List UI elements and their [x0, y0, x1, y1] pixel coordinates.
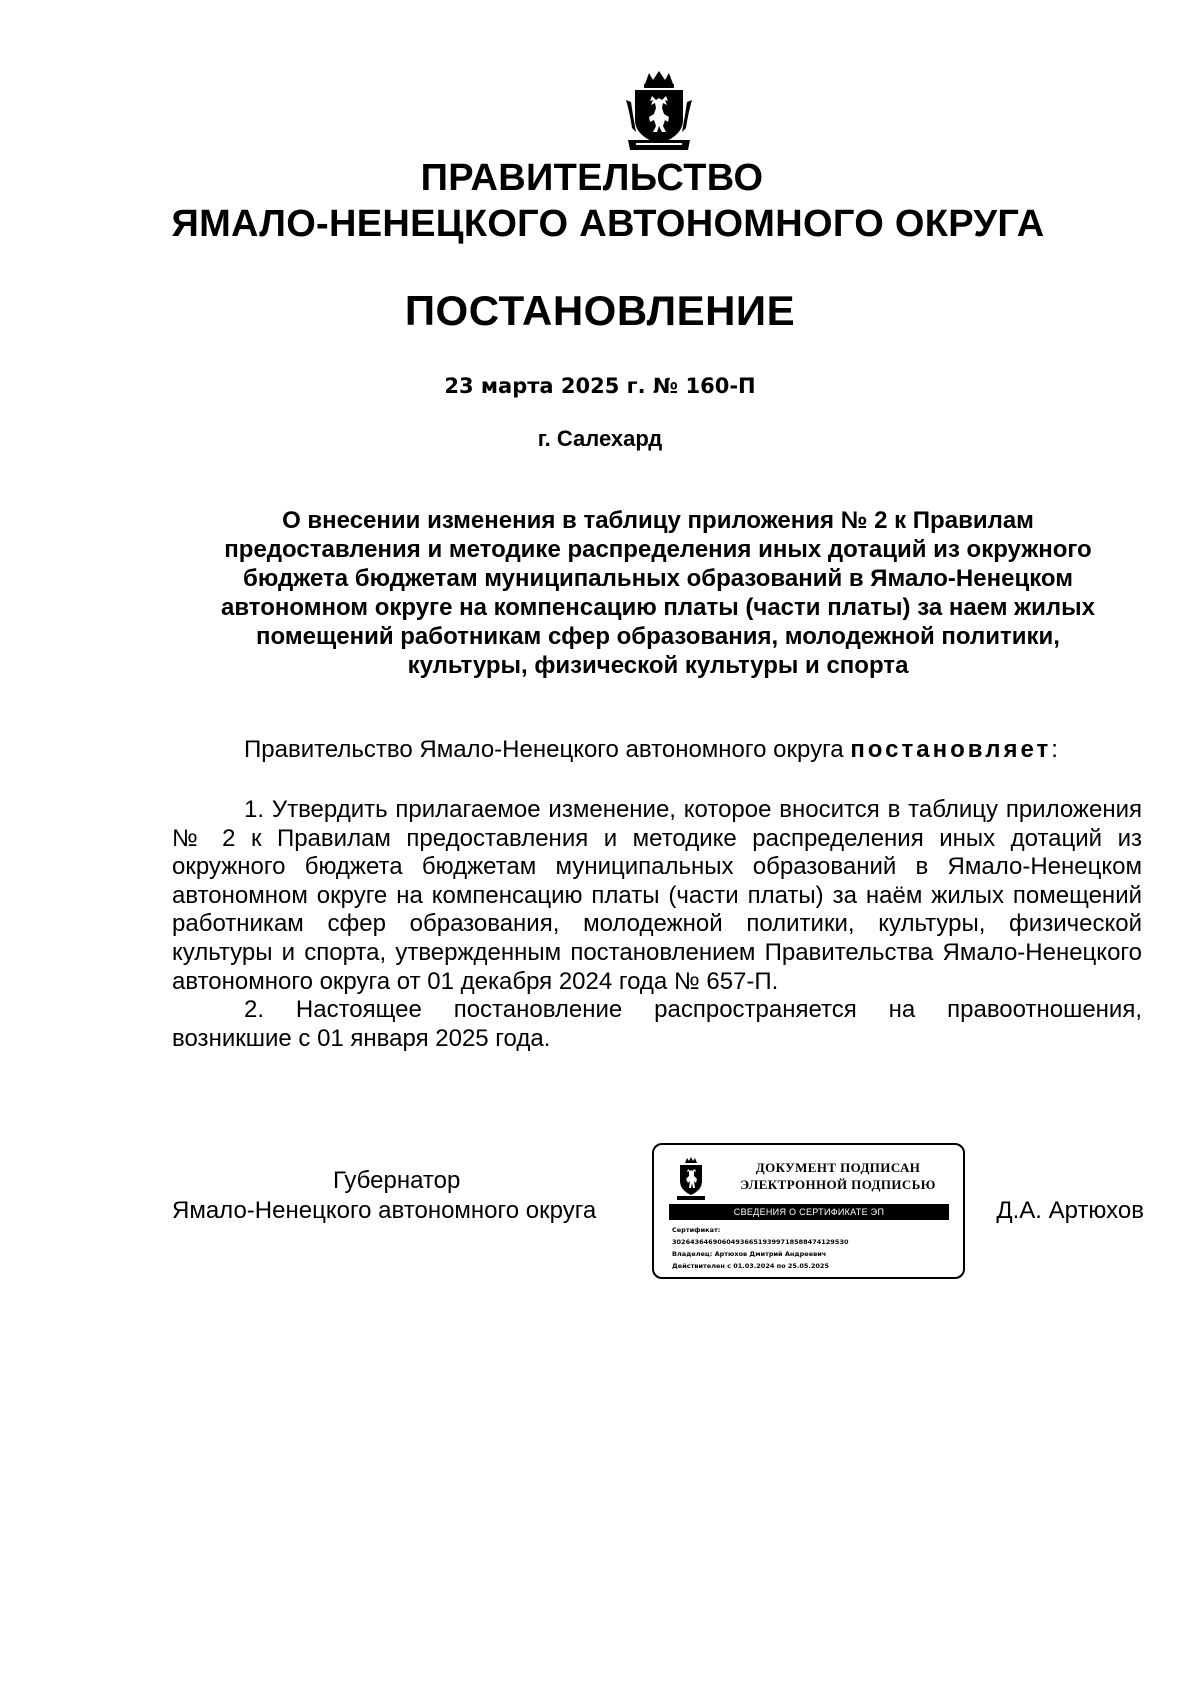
- subject-line: автономном округе на компенсацию платы (части платы) за наем жилых: [220, 594, 1095, 621]
- stamp-certificate-info: [672, 1224, 957, 1272]
- stamp-certificate-bar: СВЕДЕНИЯ О СЕРТИФИКАТЕ ЭП: [669, 1204, 949, 1220]
- intro-verb: постановляет: [850, 736, 1052, 763]
- stamp-title: [720, 1159, 956, 1193]
- stamp-title-line2: ЭЛЕКТРОННОЙ ПОДПИСЬЮ: [740, 1177, 936, 1192]
- signatory-position-line2: Ямало-Ненецкого автономного округа: [172, 1197, 597, 1224]
- resolution-intro: [172, 736, 1142, 764]
- subject-line: предоставления и методике распределения иных дотаций из окружного: [224, 536, 1092, 563]
- yamal-coat-of-arms-icon: [674, 1157, 708, 1201]
- certificate-number: 3026436469060493665193997185884741295З0: [672, 1238, 849, 1246]
- body-paragraph-1: 1. Утвердить прилагаемое изменение, которое вносится в таблицу приложения № 2 к Правилам предоставления и методике распределения иных дотаций из окружного бюджета бюджетам муниципальных образований в Ямало-Ненецком автономном округе на компенсацию платы (части платы) за наём жилых помещений работникам сфер образования, молодежной политики, культуры, физической культуры и спорта, утвержденным постановлением Правительства Ямало-Ненецкого автономного округа от 01 декабря 2024 года № 657-П.: [172, 796, 1142, 995]
- subject-line: культуры, физической культуры и спорта: [407, 652, 909, 679]
- electronic-signature-stamp: [652, 1143, 965, 1279]
- government-title-line1: ПРАВИТЕЛЬСТВО: [420, 157, 764, 199]
- subject-line: помещений работникам сфер образования, молодежной политики,: [256, 623, 1060, 650]
- document-subject: [172, 506, 1144, 680]
- stamp-title-line1: ДОКУМЕНТ ПОДПИСАН: [755, 1160, 921, 1175]
- document-date-number: 23 марта 2025 г. № 160-П: [444, 374, 756, 398]
- intro-text: Правительство Ямало-Ненецкого автономного округа: [244, 736, 851, 763]
- certificate-label: Сертификат:: [672, 1226, 721, 1234]
- subject-line: бюджета бюджетам муниципальных образований в Ямало-Ненецком: [243, 565, 1073, 592]
- signatory-position-line1: Губернатор: [333, 1167, 461, 1194]
- certificate-owner: Владелец: Артюхов Дмитрий Андреевич: [672, 1250, 827, 1258]
- document-city: г. Салехард: [537, 426, 663, 451]
- signatory-name: Д.А. Артюхов: [996, 1197, 1144, 1224]
- body-paragraph-2: 2. Настоящее постановление распространяется на правоотношения, возникшие с 01 января 2025 года.: [172, 996, 1142, 1052]
- subject-line: О внесении изменения в таблицу приложения № 2 к Правилам: [282, 507, 1034, 534]
- intro-suffix: :: [1051, 736, 1058, 763]
- signatory-position: [172, 1166, 642, 1226]
- yamal-coat-of-arms-icon: [622, 70, 696, 154]
- government-title-line2: ЯМАЛО-НЕНЕЦКОГО АВТОНОМНОГО ОКРУГА: [171, 203, 1045, 245]
- resolution-body: [172, 796, 1142, 1053]
- certificate-validity: Действителен с 01.03.2024 по 25.05.2025: [672, 1262, 829, 1270]
- document-kind: ПОСТАНОВЛЕНИЕ: [404, 287, 796, 334]
